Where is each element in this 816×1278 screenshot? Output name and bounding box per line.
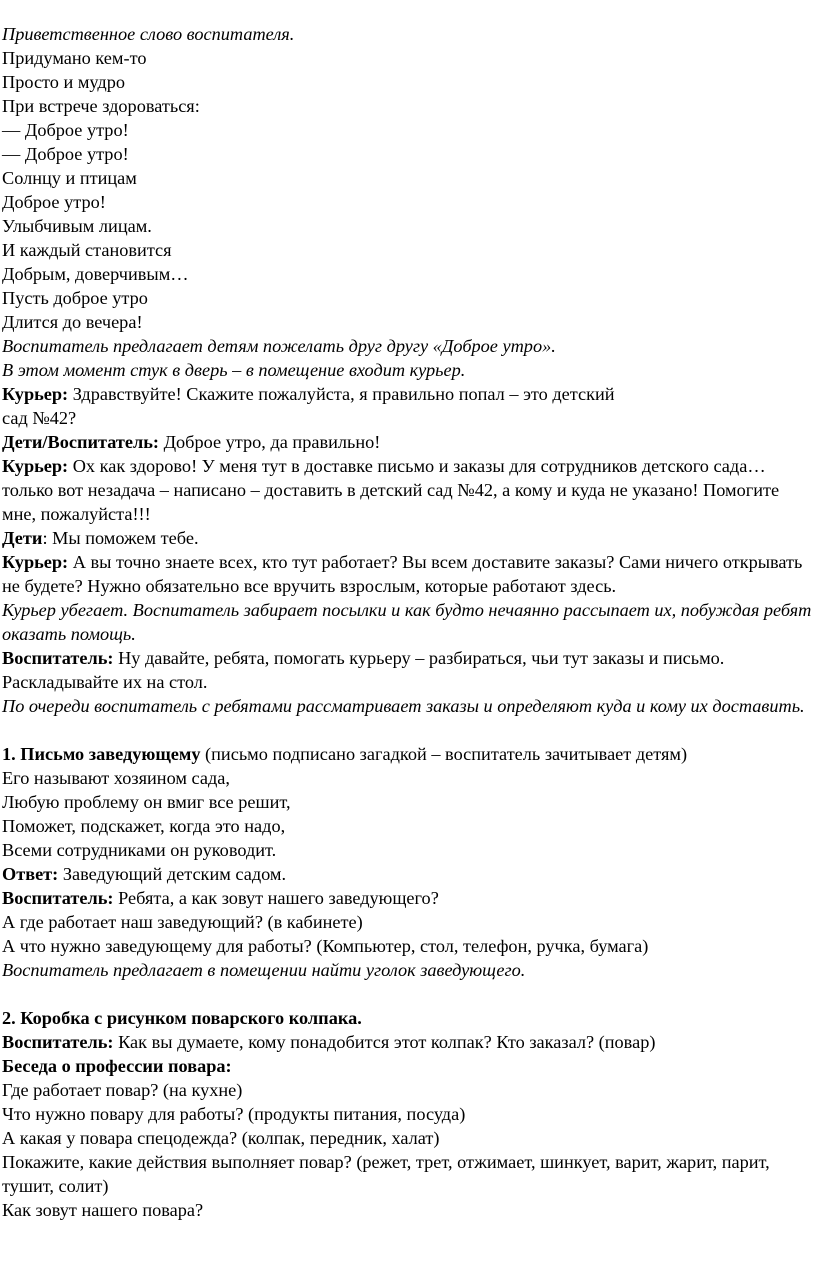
question-line: А где работает наш заведующий? (в кабинете) — [2, 912, 363, 932]
poem-line: Просто и мудро — [2, 72, 126, 92]
speaker-label: Курьер: — [2, 456, 69, 476]
kids-teacher-line — [2, 430, 816, 454]
poem-line: Доброе утро! — [2, 192, 106, 212]
courier-line-3 — [2, 550, 816, 598]
riddle-line: Всеми сотрудниками он руководит. — [2, 840, 277, 860]
intro-heading: Приветственное слово воспитателя. — [2, 24, 295, 44]
stage-remark: Воспитатель предлагает детям пожелать друг другу «Доброе утро». — [2, 336, 556, 356]
stage-remark: По очереди воспитатель с ребятами рассматривает заказы и определяют куда и кому их доставить. — [2, 696, 805, 716]
speaker-label: Курьер: — [2, 384, 69, 404]
answer-label: Ответ: — [2, 864, 59, 884]
section-spacer — [2, 982, 816, 1006]
question-line: Где работает повар? (на кухне) — [2, 1080, 243, 1100]
question-line: А какая у повара спецодежда? (колпак, передник, халат) — [2, 1128, 440, 1148]
section-spacer — [2, 718, 816, 742]
answer-text: Заведующий детским садом. — [58, 864, 287, 884]
speaker-label: Воспитатель: — [2, 1032, 114, 1052]
speaker-label: Дети — [2, 528, 43, 548]
question-line: Как зовут нашего повара? — [2, 1200, 204, 1220]
speaker-label: Дети/Воспитатель: — [2, 432, 159, 452]
courier-line-1-cont: сад №42? — [2, 408, 77, 428]
poem-line: Длится до вечера! — [2, 312, 143, 332]
poem-line: — Доброе утро! — [2, 120, 129, 140]
kids-line — [2, 526, 816, 550]
talk-title: Беседа о профессии повара: — [2, 1056, 232, 1076]
question-line: Покажите, какие действия выполняет повар? (режет, трет, отжимает, шинкует, варит, жарит, парит, тушит, солит) — [2, 1152, 770, 1196]
answer-line — [2, 862, 816, 886]
speech-text: Ох как здорово! У меня тут в доставке письмо и заказы для сотрудников детского сада… только вот незадача – написано – доставить в детский сад №42, а кому и куда не указано! Помогите мне, пожалуйста!!! — [2, 456, 780, 524]
teacher-line — [2, 646, 816, 694]
speech-text: Доброе утро, да правильно! — [159, 432, 381, 452]
speech-text: Как вы думаете, кому понадобится этот колпак? Кто заказал? (повар) — [113, 1032, 656, 1052]
section-title-note: (письмо подписано загадкой – воспитатель зачитывает детям) — [200, 744, 688, 764]
poem-line: Придумано кем-то — [2, 48, 147, 68]
speaker-label: Воспитатель: — [2, 888, 114, 908]
riddle-line: Его называют хозяином сада, — [2, 768, 230, 788]
speech-text: Ребята, а как зовут нашего заведующего? — [113, 888, 439, 908]
speaker-label: Курьер: — [2, 552, 69, 572]
stage-remark: Воспитатель предлагает в помещении найти уголок заведующего. — [2, 960, 526, 980]
riddle-line: Поможет, подскажет, когда это надо, — [2, 816, 286, 836]
courier-line-2 — [2, 454, 816, 526]
stage-remark: В этом момент стук в дверь – в помещение входит курьер. — [2, 360, 466, 380]
poem-line: Солнцу и птицам — [2, 168, 137, 188]
speaker-label: Воспитатель: — [2, 648, 114, 668]
poem-line: При встрече здороваться: — [2, 96, 200, 116]
speech-text: Здравствуйте! Скажите пожалуйста, я правильно попал – это детский — [68, 384, 615, 404]
speech-text: Ну давайте, ребята, помогать курьеру – разбираться, чьи тут заказы и письмо. Раскладывайте их на стол. — [2, 648, 725, 692]
poem-line: Улыбчивым лицам. — [2, 216, 152, 236]
riddle-line: Любую проблему он вмиг все решит, — [2, 792, 291, 812]
poem-line: Пусть доброе утро — [2, 288, 148, 308]
poem-line: — Доброе утро! — [2, 144, 129, 164]
courier-line-1 — [2, 382, 816, 406]
question-line: А что нужно заведующему для работы? (Компьютер, стол, телефон, ручка, бумага) — [2, 936, 649, 956]
section-2-title: 2. Коробка с рисунком поварского колпака. — [2, 1008, 362, 1028]
teacher-line — [2, 886, 816, 910]
stage-remark: Курьер убегает. Воспитатель забирает посылки и как будто нечаянно рассыпает их, побуждая ребят оказать помощь. — [2, 600, 812, 644]
question-line: Что нужно повару для работы? (продукты питания, посуда) — [2, 1104, 466, 1124]
speech-text: А вы точно знаете всех, кто тут работает? Вы всем доставите заказы? Сами ничего открывать не будете? Нужно обязательно все вручить взрослым, которые работают здесь. — [2, 552, 803, 596]
teacher-line — [2, 1030, 816, 1054]
poem-line: И каждый становится — [2, 240, 172, 260]
poem-line: Добрым, доверчивым… — [2, 264, 189, 284]
section-title-text: 1. Письмо заведующему — [2, 744, 201, 764]
speech-text: : Мы поможем тебе. — [42, 528, 199, 548]
section-1-title — [2, 742, 816, 766]
